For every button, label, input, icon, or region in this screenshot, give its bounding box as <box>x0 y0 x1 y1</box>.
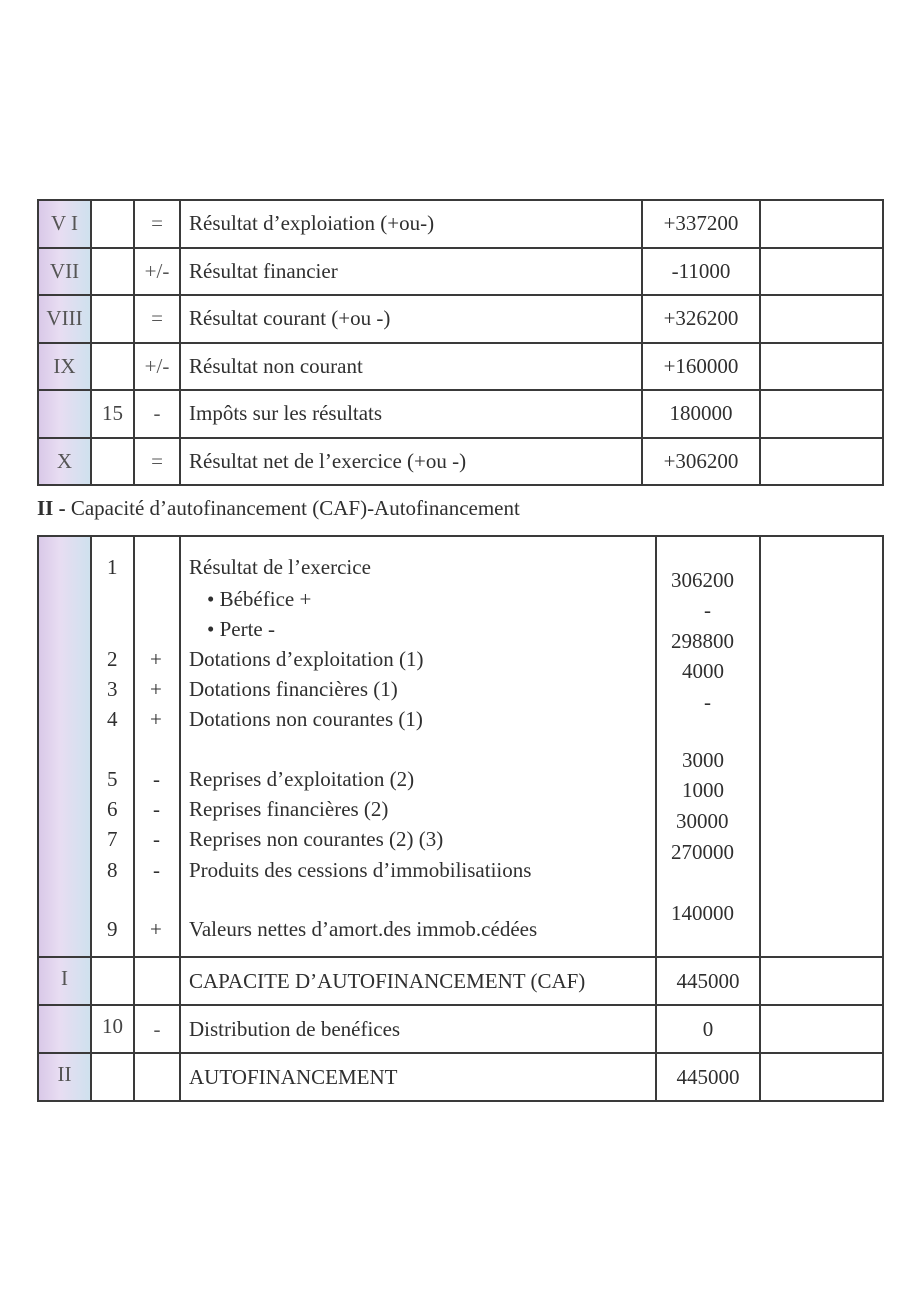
value-cell: 0 <box>656 1005 760 1053</box>
value-rep-exploit: 3000 <box>682 748 724 772</box>
roman-cell <box>38 390 91 438</box>
roman-cell: X <box>38 438 91 486</box>
sign-column <box>134 536 180 957</box>
table-row <box>38 1053 883 1101</box>
value-rep-fin: 1000 <box>682 778 724 802</box>
extra-cell <box>760 1005 883 1053</box>
table-row <box>38 390 883 438</box>
num-5: 5 <box>107 767 118 791</box>
label-cell: Impôts sur les résultats <box>180 390 642 438</box>
value-cell: +306200 <box>642 438 760 486</box>
num-6: 6 <box>107 797 118 821</box>
label-benefice: • Bébéfice + <box>207 587 312 611</box>
caf-table <box>37 535 884 1102</box>
section-prefix: II - <box>37 496 66 520</box>
table-row <box>38 248 883 296</box>
value-cell: +326200 <box>642 295 760 343</box>
label-cell: Résultat non courant <box>180 343 642 391</box>
num-1: 1 <box>107 555 118 579</box>
extra-cell <box>760 200 883 248</box>
roman-cell: I <box>38 957 91 1005</box>
label-cell: CAPACITE D’AUTOFINANCEMENT (CAF) <box>180 957 656 1005</box>
table-row <box>38 295 883 343</box>
results-table <box>37 199 884 486</box>
roman-cell: VII <box>38 248 91 296</box>
sign-cell: - <box>134 390 180 438</box>
roman-cell: II <box>38 1053 91 1101</box>
roman-cell: VIII <box>38 295 91 343</box>
label-rep-exploit: Reprises d’exploitation (2) <box>189 767 415 791</box>
sign-6: - <box>153 797 160 821</box>
label-vna: Valeurs nettes d’amort.des immob.cédées <box>189 917 538 941</box>
table-row <box>38 1005 883 1053</box>
value-vna: 140000 <box>671 901 734 925</box>
sign-9: + <box>150 917 162 941</box>
sign-8: - <box>153 858 160 882</box>
num-cell <box>91 438 134 486</box>
label-column <box>180 536 656 957</box>
sign-cell: - <box>134 1005 180 1053</box>
label-rep-nc: Reprises non courantes (2) (3) <box>189 827 444 851</box>
extra-cell <box>760 343 883 391</box>
roman-cell <box>38 536 91 957</box>
table-row <box>38 200 883 248</box>
num-cell <box>91 957 134 1005</box>
value-dash-1: - <box>704 598 711 622</box>
num-cell <box>91 1053 134 1101</box>
extra-cell <box>760 295 883 343</box>
num-7: 7 <box>107 827 118 851</box>
sign-cell: = <box>134 200 180 248</box>
roman-cell: IX <box>38 343 91 391</box>
extra-cell <box>760 957 883 1005</box>
extra-cell <box>760 248 883 296</box>
sign-cell: = <box>134 438 180 486</box>
num-3: 3 <box>107 677 118 701</box>
value-column <box>656 536 760 957</box>
label-cessions: Produits des cessions d’immobilisatiions <box>189 858 532 882</box>
section-heading: Capacité d’autofinancement (CAF)-Autofinancement <box>70 496 520 520</box>
extra-cell <box>760 390 883 438</box>
sign-5: - <box>153 767 160 791</box>
value-cell: 445000 <box>656 957 760 1005</box>
num-cell <box>91 248 134 296</box>
label-perte: • Perte - <box>207 617 275 641</box>
num-cell <box>91 200 134 248</box>
num-cell <box>91 343 134 391</box>
value-cell: 180000 <box>642 390 760 438</box>
value-rep-nc: 30000 <box>676 809 729 833</box>
num-column <box>91 536 134 957</box>
label-dot-exploit: Dotations d’exploitation (1) <box>189 647 424 671</box>
value-cell: -11000 <box>642 248 760 296</box>
value-dot-fin: 4000 <box>682 659 724 683</box>
label-dot-nc: Dotations non courantes (1) <box>189 707 423 731</box>
sign-3: + <box>150 677 162 701</box>
num-cell <box>91 295 134 343</box>
label-cell: Distribution de benéfices <box>180 1005 656 1053</box>
label-dot-fin: Dotations financières (1) <box>189 677 398 701</box>
extra-cell <box>760 1053 883 1101</box>
num-cell: 10 <box>91 1005 134 1053</box>
label-cell: Résultat courant (+ou -) <box>180 295 642 343</box>
num-2: 2 <box>107 647 118 671</box>
num-cell: 15 <box>91 390 134 438</box>
num-9: 9 <box>107 917 118 941</box>
sign-2: + <box>150 647 162 671</box>
table-row <box>38 343 883 391</box>
caf-detail-row <box>38 536 883 957</box>
extra-cell <box>760 438 883 486</box>
label-cell: Résultat d’exploiation (+ou-) <box>180 200 642 248</box>
label-rep-fin: Reprises financières (2) <box>189 797 389 821</box>
value-dot-exploit: 298800 <box>671 629 734 653</box>
table-row <box>38 438 883 486</box>
value-dash-2: - <box>704 690 711 714</box>
sign-cell: +/- <box>134 248 180 296</box>
value-cell: 445000 <box>656 1053 760 1101</box>
value-cell: +160000 <box>642 343 760 391</box>
value-resultat: 306200 <box>671 568 734 592</box>
roman-cell: V I <box>38 200 91 248</box>
num-8: 8 <box>107 858 118 882</box>
value-cell: +337200 <box>642 200 760 248</box>
sign-cell <box>134 1053 180 1101</box>
value-cessions: 270000 <box>671 840 734 864</box>
label-resultat: Résultat de l’exercice <box>189 555 371 579</box>
roman-cell <box>38 1005 91 1053</box>
num-4: 4 <box>107 707 118 731</box>
table-row <box>38 957 883 1005</box>
label-cell: Résultat financier <box>180 248 642 296</box>
label-cell: Résultat net de l’exercice (+ou -) <box>180 438 642 486</box>
section-title <box>37 496 520 521</box>
sign-4: + <box>150 707 162 731</box>
label-cell: AUTOFINANCEMENT <box>180 1053 656 1101</box>
extra-cell <box>760 536 883 957</box>
sign-cell: +/- <box>134 343 180 391</box>
sign-7: - <box>153 827 160 851</box>
sign-cell <box>134 957 180 1005</box>
sign-cell: = <box>134 295 180 343</box>
